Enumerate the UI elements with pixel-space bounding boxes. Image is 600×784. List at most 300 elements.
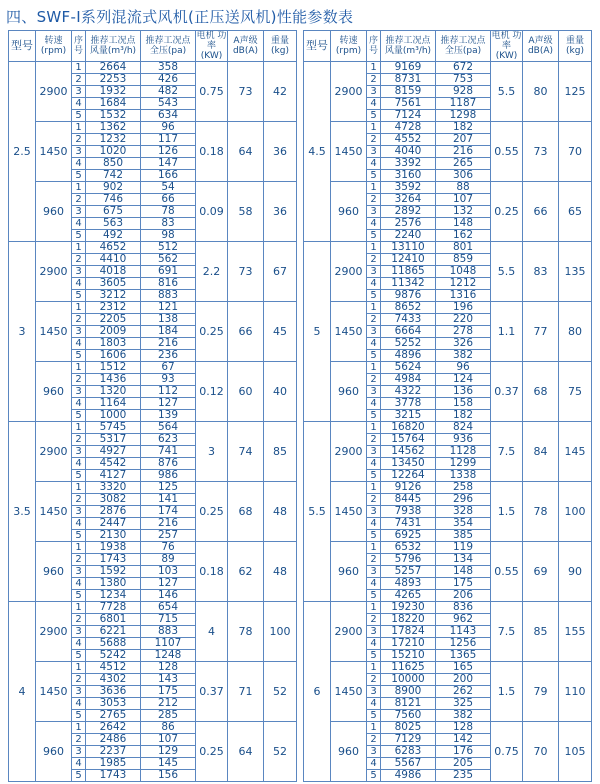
seq-cell: 2 — [367, 734, 381, 746]
pressure-cell: 182 — [436, 122, 491, 134]
flow-cell: 2664 — [86, 62, 141, 74]
flow-cell: 3320 — [86, 482, 141, 494]
flow-cell: 2876 — [86, 506, 141, 518]
table-row — [304, 542, 592, 554]
seq-cell: 3 — [367, 746, 381, 758]
pressure-cell: 182 — [436, 410, 491, 422]
flow-cell: 2576 — [381, 218, 436, 230]
seq-cell: 1 — [72, 422, 86, 434]
noise-cell: 85 — [523, 602, 559, 662]
pressure-cell: 142 — [436, 734, 491, 746]
pressure-cell: 128 — [436, 722, 491, 734]
weight-cell: 48 — [264, 542, 297, 602]
flow-cell: 8121 — [381, 698, 436, 710]
flow-cell: 4018 — [86, 266, 141, 278]
flow-cell: 7433 — [381, 314, 436, 326]
seq-cell: 3 — [367, 386, 381, 398]
seq-cell: 2 — [367, 554, 381, 566]
pressure-cell: 634 — [141, 110, 196, 122]
pressure-cell: 654 — [141, 602, 196, 614]
speed-cell: 1450 — [36, 482, 72, 542]
header-speed: 转速 (rpm) — [331, 31, 367, 62]
flow-cell: 7561 — [381, 98, 436, 110]
model-cell: 2.5 — [9, 62, 36, 242]
seq-cell: 4 — [72, 698, 86, 710]
flow-cell: 746 — [86, 194, 141, 206]
weight-cell: 145 — [559, 422, 592, 482]
flow-cell: 6283 — [381, 746, 436, 758]
pressure-cell: 83 — [141, 218, 196, 230]
weight-cell: 110 — [559, 662, 592, 722]
seq-cell: 2 — [367, 194, 381, 206]
flow-cell: 4984 — [381, 374, 436, 386]
seq-cell: 1 — [367, 242, 381, 254]
flow-cell: 1606 — [86, 350, 141, 362]
table-row — [304, 362, 592, 374]
table-row — [9, 722, 297, 734]
seq-cell: 2 — [367, 614, 381, 626]
power-cell: 1.5 — [491, 662, 523, 722]
pressure-cell: 262 — [436, 686, 491, 698]
flow-cell: 4927 — [86, 446, 141, 458]
pressure-cell: 562 — [141, 254, 196, 266]
flow-cell: 2205 — [86, 314, 141, 326]
flow-cell: 6532 — [381, 542, 436, 554]
seq-cell: 1 — [367, 542, 381, 554]
seq-cell: 4 — [367, 518, 381, 530]
performance-table-left — [8, 30, 297, 782]
pressure-cell: 96 — [141, 122, 196, 134]
power-cell: 0.25 — [196, 302, 228, 362]
pressure-cell: 236 — [141, 350, 196, 362]
seq-cell: 5 — [367, 650, 381, 662]
seq-cell: 4 — [72, 218, 86, 230]
flow-cell: 3592 — [381, 182, 436, 194]
seq-cell: 1 — [72, 362, 86, 374]
flow-cell: 10000 — [381, 674, 436, 686]
flow-cell: 2009 — [86, 326, 141, 338]
flow-cell: 675 — [86, 206, 141, 218]
seq-cell: 3 — [367, 446, 381, 458]
pressure-cell: 121 — [141, 302, 196, 314]
model-cell: 5.5 — [304, 422, 331, 602]
pressure-cell: 426 — [141, 74, 196, 86]
table-row — [9, 182, 297, 194]
table-row — [9, 602, 297, 614]
seq-cell: 1 — [72, 662, 86, 674]
flow-cell: 3082 — [86, 494, 141, 506]
seq-cell: 5 — [367, 350, 381, 362]
speed-cell: 2900 — [36, 62, 72, 122]
noise-cell: 68 — [228, 482, 264, 542]
speed-cell: 2900 — [331, 242, 367, 302]
seq-cell: 4 — [367, 458, 381, 470]
flow-cell: 1932 — [86, 86, 141, 98]
header-seq: 序号 — [72, 31, 86, 62]
model-cell: 5 — [304, 242, 331, 422]
speed-cell: 960 — [36, 362, 72, 422]
pressure-cell: 206 — [436, 590, 491, 602]
flow-cell: 1020 — [86, 146, 141, 158]
seq-cell: 2 — [72, 494, 86, 506]
seq-cell: 4 — [72, 98, 86, 110]
seq-cell: 4 — [72, 638, 86, 650]
pressure-cell: 107 — [141, 734, 196, 746]
flow-cell: 850 — [86, 158, 141, 170]
flow-cell: 4302 — [86, 674, 141, 686]
flow-cell: 16820 — [381, 422, 436, 434]
flow-cell: 5252 — [381, 338, 436, 350]
pressure-cell: 1128 — [436, 446, 491, 458]
header-weight: 重量 (kg) — [264, 31, 297, 62]
seq-cell: 5 — [367, 110, 381, 122]
pressure-cell: 883 — [141, 626, 196, 638]
table-row — [304, 722, 592, 734]
power-cell: 0.55 — [491, 122, 523, 182]
pressure-cell: 156 — [141, 770, 196, 782]
noise-cell: 73 — [228, 62, 264, 122]
model-cell: 3.5 — [9, 422, 36, 602]
seq-cell: 2 — [72, 434, 86, 446]
flow-cell: 17824 — [381, 626, 436, 638]
flow-cell: 14562 — [381, 446, 436, 458]
header-power: 电机 功率 (KW) — [491, 31, 522, 61]
pressure-cell: 216 — [141, 338, 196, 350]
pressure-cell: 166 — [141, 170, 196, 182]
header-noise: A声级 dB(A) — [523, 31, 559, 62]
pressure-cell: 207 — [436, 134, 491, 146]
seq-cell: 2 — [367, 374, 381, 386]
flow-cell: 5317 — [86, 434, 141, 446]
flow-cell: 4265 — [381, 590, 436, 602]
speed-cell: 2900 — [331, 62, 367, 122]
pressure-cell: 512 — [141, 242, 196, 254]
seq-cell: 3 — [72, 746, 86, 758]
seq-cell: 1 — [367, 302, 381, 314]
pressure-cell: 326 — [436, 338, 491, 350]
table-row — [9, 662, 297, 674]
flow-cell: 4512 — [86, 662, 141, 674]
model-cell: 6 — [304, 602, 331, 782]
speed-cell: 960 — [331, 722, 367, 782]
pressure-cell: 265 — [436, 158, 491, 170]
flow-cell: 6925 — [381, 530, 436, 542]
table-row — [304, 662, 592, 674]
power-cell: 0.37 — [196, 662, 228, 722]
pressure-cell: 165 — [436, 662, 491, 674]
seq-cell: 5 — [72, 530, 86, 542]
seq-cell: 2 — [72, 74, 86, 86]
flow-cell: 563 — [86, 218, 141, 230]
flow-cell: 15764 — [381, 434, 436, 446]
flow-cell: 4986 — [381, 770, 436, 782]
seq-cell: 3 — [367, 626, 381, 638]
flow-cell: 5242 — [86, 650, 141, 662]
seq-cell: 5 — [367, 290, 381, 302]
power-cell: 0.25 — [196, 482, 228, 542]
power-cell: 0.18 — [196, 122, 228, 182]
speed-cell: 1450 — [36, 122, 72, 182]
seq-cell: 3 — [367, 206, 381, 218]
flow-cell: 492 — [86, 230, 141, 242]
pressure-cell: 139 — [141, 410, 196, 422]
pressure-cell: 107 — [436, 194, 491, 206]
power-cell: 5.5 — [491, 62, 523, 122]
seq-cell: 1 — [367, 602, 381, 614]
header-weight: 重量 (kg) — [559, 31, 592, 62]
noise-cell: 78 — [228, 602, 264, 662]
flow-cell: 8731 — [381, 74, 436, 86]
flow-cell: 1743 — [86, 554, 141, 566]
pressure-cell: 54 — [141, 182, 196, 194]
flow-cell: 2892 — [381, 206, 436, 218]
seq-cell: 5 — [72, 170, 86, 182]
weight-cell: 52 — [264, 722, 297, 782]
pressure-cell: 78 — [141, 206, 196, 218]
pressure-cell: 1187 — [436, 98, 491, 110]
header-noise: A声级 dB(A) — [228, 31, 264, 62]
seq-cell: 5 — [72, 110, 86, 122]
seq-cell: 1 — [72, 182, 86, 194]
pressure-cell: 306 — [436, 170, 491, 182]
speed-cell: 2900 — [36, 422, 72, 482]
power-cell: 0.75 — [491, 722, 523, 782]
seq-cell: 2 — [367, 74, 381, 86]
flow-cell: 12410 — [381, 254, 436, 266]
seq-cell: 1 — [367, 482, 381, 494]
flow-cell: 5796 — [381, 554, 436, 566]
pressure-cell: 354 — [436, 518, 491, 530]
pressure-cell: 543 — [141, 98, 196, 110]
flow-cell: 3264 — [381, 194, 436, 206]
pressure-cell: 564 — [141, 422, 196, 434]
header-power: 电机 功率 (KW) — [196, 31, 227, 61]
pressure-cell: 216 — [436, 146, 491, 158]
pressure-cell: 196 — [436, 302, 491, 314]
seq-cell: 4 — [72, 578, 86, 590]
table-row — [304, 242, 592, 254]
seq-cell: 4 — [367, 158, 381, 170]
seq-cell: 5 — [367, 530, 381, 542]
table-row — [9, 482, 297, 494]
table-row — [304, 302, 592, 314]
seq-cell: 1 — [72, 242, 86, 254]
seq-cell: 1 — [72, 302, 86, 314]
power-cell: 3 — [196, 422, 228, 482]
speed-cell: 2900 — [331, 422, 367, 482]
pressure-cell: 184 — [141, 326, 196, 338]
flow-cell: 4728 — [381, 122, 436, 134]
table-row — [304, 482, 592, 494]
flow-cell: 5688 — [86, 638, 141, 650]
pressure-cell: 836 — [436, 602, 491, 614]
pressure-cell: 1256 — [436, 638, 491, 650]
seq-cell: 3 — [367, 686, 381, 698]
pressure-cell: 1298 — [436, 110, 491, 122]
seq-cell: 4 — [72, 758, 86, 770]
pressure-cell: 124 — [436, 374, 491, 386]
flow-cell: 11342 — [381, 278, 436, 290]
flow-cell: 8025 — [381, 722, 436, 734]
power-cell: 0.55 — [491, 542, 523, 602]
flow-cell: 13450 — [381, 458, 436, 470]
flow-cell: 8900 — [381, 686, 436, 698]
seq-cell: 1 — [367, 722, 381, 734]
power-cell: 2.2 — [196, 242, 228, 302]
pressure-cell: 128 — [141, 662, 196, 674]
pressure-cell: 753 — [436, 74, 491, 86]
header-speed: 转速 (rpm) — [36, 31, 72, 62]
flow-cell: 5624 — [381, 362, 436, 374]
flow-cell: 7431 — [381, 518, 436, 530]
flow-cell: 3605 — [86, 278, 141, 290]
seq-cell: 5 — [72, 290, 86, 302]
seq-cell: 4 — [367, 278, 381, 290]
weight-cell: 135 — [559, 242, 592, 302]
flow-cell: 7129 — [381, 734, 436, 746]
weight-cell: 40 — [264, 362, 297, 422]
power-cell: 0.25 — [196, 722, 228, 782]
speed-cell: 1450 — [331, 482, 367, 542]
pressure-cell: 119 — [436, 542, 491, 554]
seq-cell: 1 — [72, 122, 86, 134]
noise-cell: 58 — [228, 182, 264, 242]
model-cell: 4.5 — [304, 62, 331, 242]
noise-cell: 73 — [523, 122, 559, 182]
flow-cell: 3636 — [86, 686, 141, 698]
flow-cell: 2253 — [86, 74, 141, 86]
pressure-cell: 962 — [436, 614, 491, 626]
weight-cell: 75 — [559, 362, 592, 422]
model-cell: 3 — [9, 242, 36, 422]
pressure-cell: 67 — [141, 362, 196, 374]
speed-cell: 1450 — [331, 302, 367, 362]
pressure-cell: 691 — [141, 266, 196, 278]
power-cell: 0.18 — [196, 542, 228, 602]
flow-cell: 1684 — [86, 98, 141, 110]
flow-cell: 1938 — [86, 542, 141, 554]
seq-cell: 5 — [72, 470, 86, 482]
flow-cell: 1000 — [86, 410, 141, 422]
pressure-cell: 93 — [141, 374, 196, 386]
seq-cell: 1 — [72, 62, 86, 74]
pressure-cell: 1048 — [436, 266, 491, 278]
weight-cell: 125 — [559, 62, 592, 122]
seq-cell: 5 — [72, 350, 86, 362]
seq-cell: 2 — [367, 254, 381, 266]
weight-cell: 90 — [559, 542, 592, 602]
table-row — [9, 242, 297, 254]
flow-cell: 6664 — [381, 326, 436, 338]
pressure-cell: 257 — [141, 530, 196, 542]
speed-cell: 1450 — [331, 662, 367, 722]
pressure-cell: 672 — [436, 62, 491, 74]
pressure-cell: 382 — [436, 350, 491, 362]
seq-cell: 3 — [72, 686, 86, 698]
table-row — [304, 602, 592, 614]
weight-cell: 36 — [264, 182, 297, 242]
seq-cell: 4 — [72, 458, 86, 470]
flow-cell: 2240 — [381, 230, 436, 242]
flow-cell: 2765 — [86, 710, 141, 722]
performance-table-right — [303, 30, 592, 782]
seq-cell: 4 — [72, 278, 86, 290]
flow-cell: 1234 — [86, 590, 141, 602]
pressure-cell: 127 — [141, 398, 196, 410]
seq-cell: 4 — [367, 698, 381, 710]
seq-cell: 1 — [367, 422, 381, 434]
seq-cell: 5 — [72, 230, 86, 242]
pressure-cell: 816 — [141, 278, 196, 290]
pressure-cell: 824 — [436, 422, 491, 434]
seq-cell: 5 — [367, 770, 381, 782]
pressure-cell: 328 — [436, 506, 491, 518]
seq-cell: 2 — [72, 314, 86, 326]
power-cell: 4 — [196, 602, 228, 662]
header-pressure: 推荐工况点 全压(pa) — [436, 31, 491, 62]
flow-cell: 11865 — [381, 266, 436, 278]
table-row — [9, 422, 297, 434]
table-row — [9, 362, 297, 374]
pressure-cell: 175 — [141, 686, 196, 698]
pressure-cell: 382 — [436, 710, 491, 722]
pressure-cell: 216 — [141, 518, 196, 530]
flow-cell: 17210 — [381, 638, 436, 650]
flow-cell: 3160 — [381, 170, 436, 182]
seq-cell: 2 — [72, 734, 86, 746]
flow-cell: 4040 — [381, 146, 436, 158]
table-row — [9, 542, 297, 554]
seq-cell: 5 — [367, 410, 381, 422]
pressure-cell: 385 — [436, 530, 491, 542]
pressure-cell: 176 — [436, 746, 491, 758]
speed-cell: 1450 — [36, 662, 72, 722]
pressure-cell: 147 — [141, 158, 196, 170]
seq-cell: 2 — [72, 554, 86, 566]
table-row — [304, 422, 592, 434]
noise-cell: 68 — [523, 362, 559, 422]
flow-cell: 9876 — [381, 290, 436, 302]
flow-cell: 2312 — [86, 302, 141, 314]
pressure-cell: 127 — [141, 578, 196, 590]
flow-cell: 1532 — [86, 110, 141, 122]
seq-cell: 5 — [367, 590, 381, 602]
weight-cell: 85 — [264, 422, 297, 482]
model-cell: 4 — [9, 602, 36, 782]
pressure-cell: 158 — [436, 398, 491, 410]
pressure-cell: 220 — [436, 314, 491, 326]
seq-cell: 2 — [72, 134, 86, 146]
pressure-cell: 623 — [141, 434, 196, 446]
pressure-cell: 986 — [141, 470, 196, 482]
flow-cell: 4652 — [86, 242, 141, 254]
seq-cell: 1 — [72, 722, 86, 734]
flow-cell: 3053 — [86, 698, 141, 710]
seq-cell: 3 — [72, 326, 86, 338]
pressure-cell: 98 — [141, 230, 196, 242]
speed-cell: 960 — [331, 362, 367, 422]
seq-cell: 5 — [72, 710, 86, 722]
table-row — [9, 62, 297, 74]
seq-cell: 1 — [72, 602, 86, 614]
flow-cell: 2486 — [86, 734, 141, 746]
flow-cell: 13110 — [381, 242, 436, 254]
table-row — [9, 302, 297, 314]
flow-cell: 15210 — [381, 650, 436, 662]
flow-cell: 4322 — [381, 386, 436, 398]
noise-cell: 78 — [523, 482, 559, 542]
noise-cell: 62 — [228, 542, 264, 602]
